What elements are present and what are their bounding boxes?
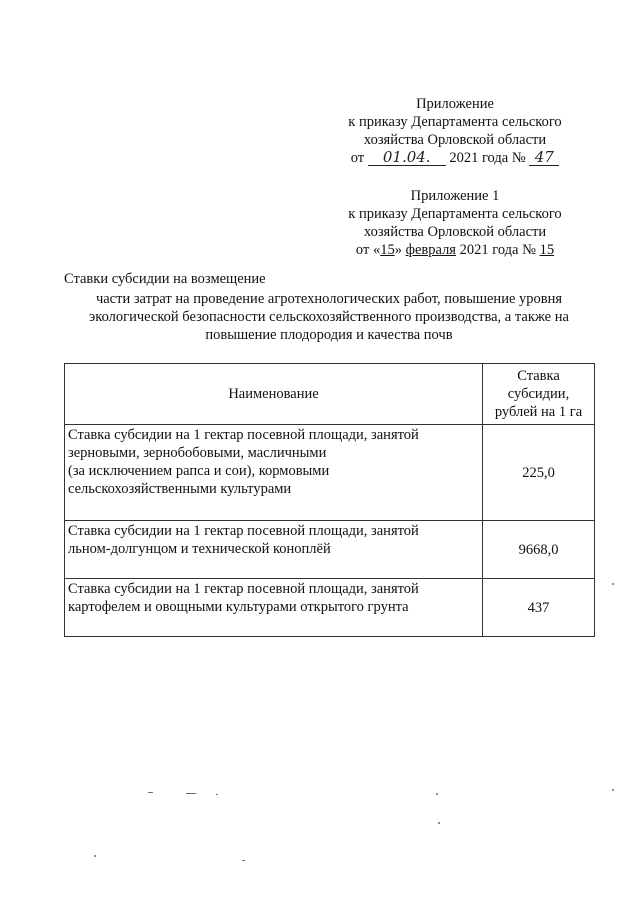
scan-speck (242, 860, 245, 861)
scan-speck (612, 789, 614, 791)
appendix1-year-text: 2021 года № (455, 242, 540, 258)
row-name-line: зерновыми, зернобобовыми, масличными (68, 445, 327, 461)
header-rate-line-2: субсидии, (507, 386, 570, 402)
row-rate-cell: 225,0 (483, 425, 595, 521)
appendix1-header (300, 187, 610, 259)
appendix1-date-line (300, 241, 610, 259)
row-name-cell (65, 579, 483, 637)
row-name-line: картофелем и овощными культурами открытого грунта (68, 599, 409, 615)
row-name-cell (65, 425, 483, 521)
row-name-line: (за исключением рапса и сои), кормовыми (68, 463, 330, 479)
document-title-line-4: повышение плодородия и качества почв (205, 327, 453, 343)
table-header-row (65, 364, 595, 425)
appendix-header (300, 95, 610, 167)
handwritten-date: 01.04. (368, 149, 446, 166)
appendix-title: Приложение (416, 96, 494, 112)
document-title (64, 270, 594, 344)
subsidy-rates-table (64, 363, 595, 637)
header-rate-line-3: рублей на 1 га (494, 404, 583, 420)
row-name-line: сельскохозяйственными культурами (68, 481, 292, 497)
appendix-date-prefix: от (350, 150, 365, 166)
table-row (65, 579, 595, 637)
document-title-line-2: части затрат на проведение агротехнологических работ, повышение уровня (95, 291, 563, 307)
scan-speck (438, 822, 440, 824)
header-name: Наименование (65, 364, 483, 425)
row-name-line: льном-долгунцом и технической коноплёй (68, 541, 331, 557)
document-title-body (64, 290, 594, 344)
row-name-line: Ставка субсидии на 1 гектар посевной площади, занятой (68, 581, 419, 597)
scan-speck (612, 583, 614, 585)
scan-speck (94, 855, 96, 857)
appendix1-month: февраля (405, 242, 456, 258)
row-name-cell (65, 521, 483, 579)
handwritten-order-number: 47 (529, 149, 559, 166)
row-name-line: Ставка субсидии на 1 гектар посевной площади, занятой (68, 427, 419, 443)
appendix-line-1: к приказу Департамента сельского (348, 114, 562, 130)
appendix1-title: Приложение 1 (410, 188, 500, 204)
row-rate-cell: 9668,0 (483, 521, 595, 579)
appendix1-line-2: хозяйства Орловской области (363, 224, 547, 240)
scan-speck (186, 793, 196, 794)
header-rate (483, 364, 595, 425)
table-row (65, 425, 595, 521)
appendix-line-2: хозяйства Орловской области (363, 132, 547, 148)
document-title-line-1: Ставки субсидии на возмещение (64, 271, 266, 287)
appendix1-line-1: к приказу Департамента сельского (348, 206, 562, 222)
header-rate-line-1: Ставка (517, 368, 560, 384)
scan-speck (148, 792, 153, 793)
row-name-line: Ставка субсидии на 1 гектар посевной площади, занятой (68, 523, 419, 539)
table-row (65, 521, 595, 579)
appendix1-date-mid: » (394, 242, 406, 258)
appendix-date-line (300, 149, 610, 167)
scan-speck (216, 794, 218, 795)
appendix-year-text: 2021 года № (449, 150, 526, 166)
appendix1-day: 15 (380, 242, 395, 258)
row-rate-cell: 437 (483, 579, 595, 637)
appendix1-number: 15 (539, 242, 555, 258)
scan-speck (436, 793, 438, 795)
appendix1-date-prefix: от « (355, 242, 381, 258)
document-title-line-3: экологической безопасности сельскохозяйственного производства, а также на (89, 309, 569, 325)
